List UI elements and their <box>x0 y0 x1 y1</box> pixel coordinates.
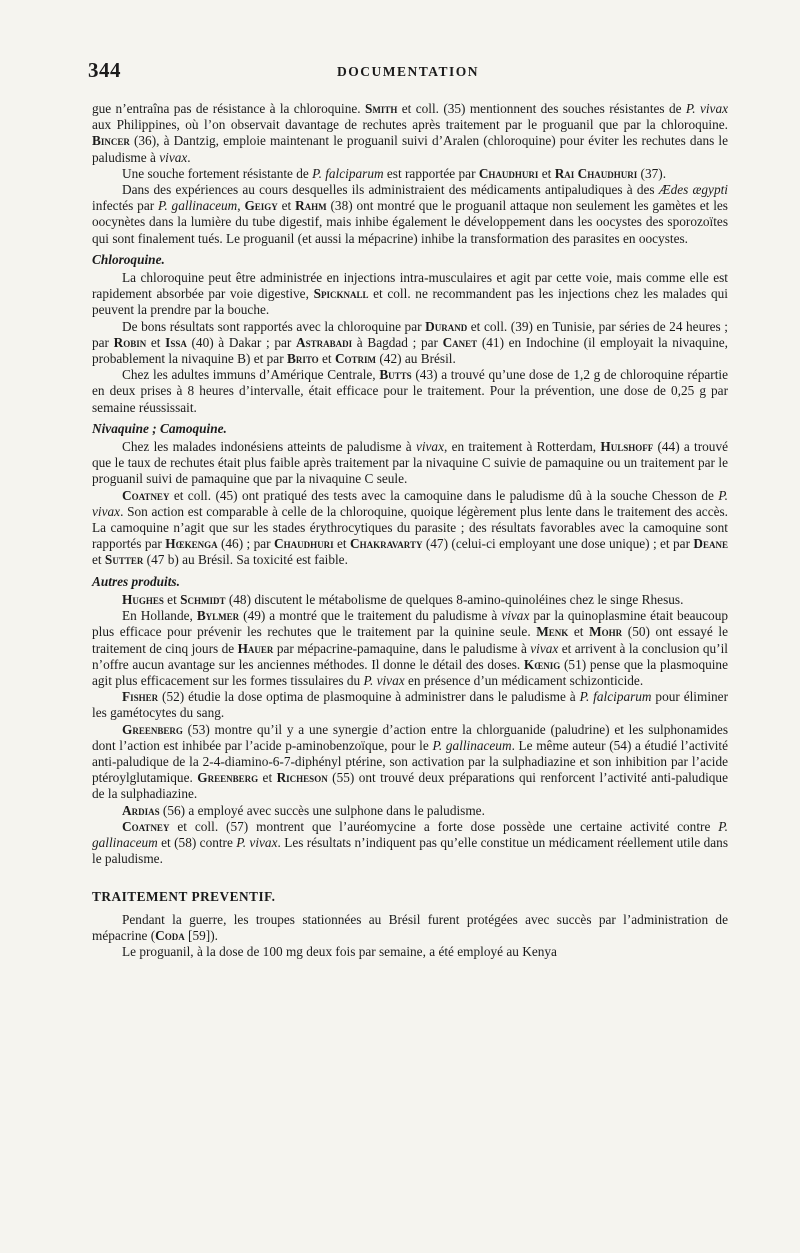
section-heading-chloroquine: Chloroquine. <box>92 251 165 267</box>
paragraph <box>92 944 728 960</box>
author-name: Astrabadi <box>295 334 353 350</box>
paragraph <box>92 270 728 319</box>
text-run: (48) discutent le métabolisme de quelques 8-amino-quinoléines chez le singe Rhesus. <box>225 591 684 607</box>
author-name: Rahm <box>295 198 327 214</box>
paragraph <box>92 319 728 368</box>
text-run: et coll. (57) montrent que l’auréomycine a forte dose possède une certaine activité contre <box>169 818 719 834</box>
running-title: DOCUMENTATION <box>336 64 479 79</box>
author-name: Brito <box>286 351 319 367</box>
italic-term: P. vivax <box>363 672 405 688</box>
author-name: Coatney <box>122 487 170 503</box>
text-run: (43) a trouvé qu’une dose de 1,2 g de chloroquine répartie en deux prises à 8 heures d’intervalle, était efficace pour le traitement. Pour la prévention, une dose de 0,25 g par semaine réussissait. <box>92 367 728 415</box>
text-run: et <box>333 536 350 552</box>
author-name: Hœkenga <box>165 536 218 552</box>
text-run: [59]). <box>184 927 218 943</box>
text-run: En Hollande, <box>122 608 197 624</box>
text-run: (56) a employé avec succès une sulphone dans le paludisme. <box>159 802 485 818</box>
italic-term: P. vivax <box>236 834 278 850</box>
author-name: Chaudhuri <box>273 536 334 552</box>
text-run: par mépacrine-pamaquine, dans le paludisme à <box>273 640 531 656</box>
text-run: et arrivent à la conclusion qu’il n’offre aucun avantage sur les anciennes méthodes. Il donne le détail des doses. <box>92 640 728 672</box>
paragraph <box>92 592 728 608</box>
section-heading-autres-produits: Autres produits. <box>92 573 180 589</box>
author-name: Ardias <box>122 802 160 818</box>
paragraph <box>92 439 728 488</box>
text-run: (51) pense que la plasmoquine agit plus efficacement sur les formes tissulaires du <box>92 656 728 688</box>
text-run: (52) étudie la dose optima de plasmoquine à administrer dans le paludisme à <box>158 689 580 705</box>
text-run: et coll. ne recommandent pas les injections chez les malades qui peuvent la prendre par la bouche. <box>92 286 728 318</box>
text-run: et <box>92 552 105 568</box>
text-run: (41) en Indochine (il employait la nivaquine, probablement la nivaquine B) et par <box>92 334 728 367</box>
text-run: (53) montre qu’il y a une synergie d’action entre la chlorguanide (paludrine) et les sulphonamides dont l’action est inhibée par l’acide p-aminobenzoïque, pour le <box>92 721 728 753</box>
author-name: Geigy <box>244 198 278 214</box>
text-run: . Le même auteur (54) a étudié l’activité anti-paludique de la 2-4-diamino-6-7-diphényl ptérine, son activation par la sulphadiazine et son inhibition par l’acide ptéroylglutamique. <box>92 737 728 786</box>
paragraph <box>92 182 728 247</box>
text-run: Une souche fortement résistante de <box>122 165 313 181</box>
text-run: et <box>146 334 166 350</box>
author-name: Cotrim <box>334 351 377 367</box>
author-name: Greenberg <box>122 721 183 737</box>
text-run: Chez les adultes immuns d’Amérique Centrale, <box>122 367 380 383</box>
text-run: (47) (celui-ci employant une dose unique) ; et par <box>422 536 694 552</box>
author-name: Butts <box>379 367 412 383</box>
text-run: et (58) contre <box>157 834 237 850</box>
section-heading-nivaquine: Nivaquine ; Camoquine. <box>92 420 227 436</box>
paragraph <box>92 367 728 416</box>
text-run: et coll. (45) ont pratiqué des tests avec la camoquine dans le paludisme dû à la souche Chesson de <box>169 487 719 503</box>
author-name: Bylmer <box>196 608 240 624</box>
italic-term: vivax <box>501 608 530 624</box>
author-name: Canet <box>442 334 478 350</box>
author-name: Schmidt <box>180 591 226 607</box>
author-name: Bincer <box>92 133 130 149</box>
author-name: Robin <box>113 334 147 350</box>
text-run: Le proguanil, à la dose de 100 mg deux fois par semaine, a été employé au Kenya <box>122 943 557 959</box>
author-name: Issa <box>165 334 187 350</box>
page-body <box>92 101 728 960</box>
author-name: Hauer <box>237 640 274 656</box>
italic-term: P. vivax <box>685 101 728 116</box>
text-run: aux Philippines, où l’on observait davantage de rechutes après traitement par le proguanil que par la chloroquine. <box>92 117 728 133</box>
text-run: (47 b) au Brésil. Sa toxicité est faible. <box>143 552 348 568</box>
author-name: Sutter <box>104 552 144 568</box>
author-name: Spicknall <box>313 286 369 302</box>
paragraph <box>92 912 728 944</box>
author-name: Chakravarty <box>349 536 423 552</box>
author-name: Smith <box>364 101 398 116</box>
author-name: Fisher <box>122 689 159 705</box>
author-name: Hulshoff <box>600 439 654 455</box>
text-run: (46) ; par <box>217 536 274 552</box>
text-run: et coll. (35) mentionnent des souches résistantes de <box>397 101 686 116</box>
italic-term: P. gallinaceum <box>157 198 238 214</box>
paragraph <box>92 101 728 166</box>
paragraph <box>92 488 728 569</box>
paragraph <box>92 803 728 819</box>
italic-term: vivax <box>415 439 444 455</box>
author-name: Mohr <box>589 624 623 640</box>
author-name: Greenberg <box>197 770 259 786</box>
italic-term: P. falciparum <box>579 689 652 705</box>
paragraph <box>92 819 728 868</box>
paragraph <box>92 608 728 689</box>
text-run: à Bagdad ; par <box>352 334 443 350</box>
text-run: gue n’entraîna pas de résistance à la chloroquine. <box>92 101 365 116</box>
paragraph <box>92 722 728 803</box>
text-run: De bons résultats sont rapportés avec la chloroquine par <box>122 318 426 334</box>
paragraph <box>92 689 728 721</box>
text-run: . Son action est comparable à celle de la chloroquine, quoique légèrement plus lente dans le traitement des accès. La camoquine n’agit que sur les stades érythrocytiques du parasite ; des résultats favorables avec la camoquine sont rapportés par <box>92 503 728 552</box>
text-run: Pendant la guerre, les troupes stationnées au Brésil furent protégées avec succès par l’administration de mépacrine ( <box>92 911 728 943</box>
paragraph <box>92 166 728 182</box>
italic-term: Ædes ægypti <box>658 182 728 198</box>
author-name: Hughes <box>122 591 164 607</box>
text-run: est rapportée par <box>383 165 479 181</box>
author-name: Deane <box>693 536 728 552</box>
italic-term: P. falciparum <box>312 165 384 181</box>
text-run: (40) à Dakar ; par <box>186 334 296 350</box>
text-run: et <box>568 624 590 640</box>
text-run: (36), à Dantzig, emploie maintenant le proguanil suivi d’Aralen (chloroquine) pour éviter les rechutes dans le paludisme à <box>92 133 728 165</box>
text-run: et <box>318 351 335 367</box>
text-run: Chez les malades indonésiens atteints de paludisme à <box>122 439 416 455</box>
text-run: par la quinoplasmine était beaucoup plus efficace pour prévenir les rechutes que le traitement par la quinine seule. <box>92 608 729 640</box>
text-run: (55) ont trouvé deux préparations qui renforcent l’activité anti-paludique de la sulphadiazine. <box>92 770 728 802</box>
author-name: Kœnig <box>523 656 561 672</box>
author-name: Chaudhuri <box>478 165 539 181</box>
text-run: La chloroquine peut être administrée en injections intra-musculaires et agit par cette voie, mais comme elle est rapidement absorbée par voie digestive, <box>92 270 728 302</box>
text-run: et <box>163 591 181 607</box>
italic-term: P. gallinaceum <box>92 818 728 850</box>
page-header <box>88 58 728 86</box>
italic-term: P. gallinaceum <box>432 737 512 753</box>
text-run: et <box>277 198 296 214</box>
author-name: Coda <box>155 927 185 943</box>
text-run: pour éliminer les gamétocytes du sang. <box>92 689 728 721</box>
text-run: Dans des expériences au cours desquelles ils administraient des médicaments antipaludiques à des <box>122 182 659 198</box>
text-run: , <box>237 198 245 214</box>
italic-term: P. vivax <box>92 487 728 519</box>
author-name: Rai Chaudhuri <box>554 165 638 181</box>
text-run: (37). <box>637 165 667 181</box>
text-run: . Les résultats n’indiquent pas qu’elle constitue un médicament réellement utile dans le paludisme. <box>92 834 729 867</box>
italic-term: vivax <box>159 149 188 165</box>
author-name: Menk <box>536 624 569 640</box>
text-run: (44) a trouvé que le taux de rechutes était plus faible après traitement par la nivaquine C suivie de pamaquine ou un traitement par le proguanil suivi de pamaquine que par la nivaquine C seule. <box>92 439 728 487</box>
italic-term: vivax <box>530 640 559 656</box>
text-run: et coll. (39) en Tunisie, par séries de 24 heures ; par <box>92 318 728 350</box>
text-run: (50) ont essayé le traitement de cinq jours de <box>92 624 728 656</box>
author-name: Durand <box>425 318 468 334</box>
page-number: 344 <box>88 58 121 82</box>
section-title-traitement-preventif: TRAITEMENT PREVENTIF. <box>92 889 276 905</box>
author-name: Coatney <box>122 818 170 834</box>
text-run: et <box>258 770 277 786</box>
text-run: (42) au Brésil. <box>376 351 456 367</box>
text-run: en présence d’un médicament schizonticide. <box>404 672 644 688</box>
text-run: . <box>187 149 191 165</box>
text-run: infectés par <box>92 198 158 214</box>
text-run: (49) a montré que le traitement du paludisme à <box>239 608 502 624</box>
text-run: (38) ont montré que le proguanil attaque non seulement les gamètes et les oocynètes dans la lumière du tube digestif, mais inhibe également le développement dans les oocystes des sporozoïtes qui sont finalement tués. Le proguanil (et aussi la mépacrine) inhibe la transformation des parasites en oocystes. <box>92 198 728 246</box>
author-name: Richeson <box>276 770 328 786</box>
text-run: , en traitement à Rotterdam, <box>444 439 601 455</box>
text-run: et <box>538 165 555 181</box>
